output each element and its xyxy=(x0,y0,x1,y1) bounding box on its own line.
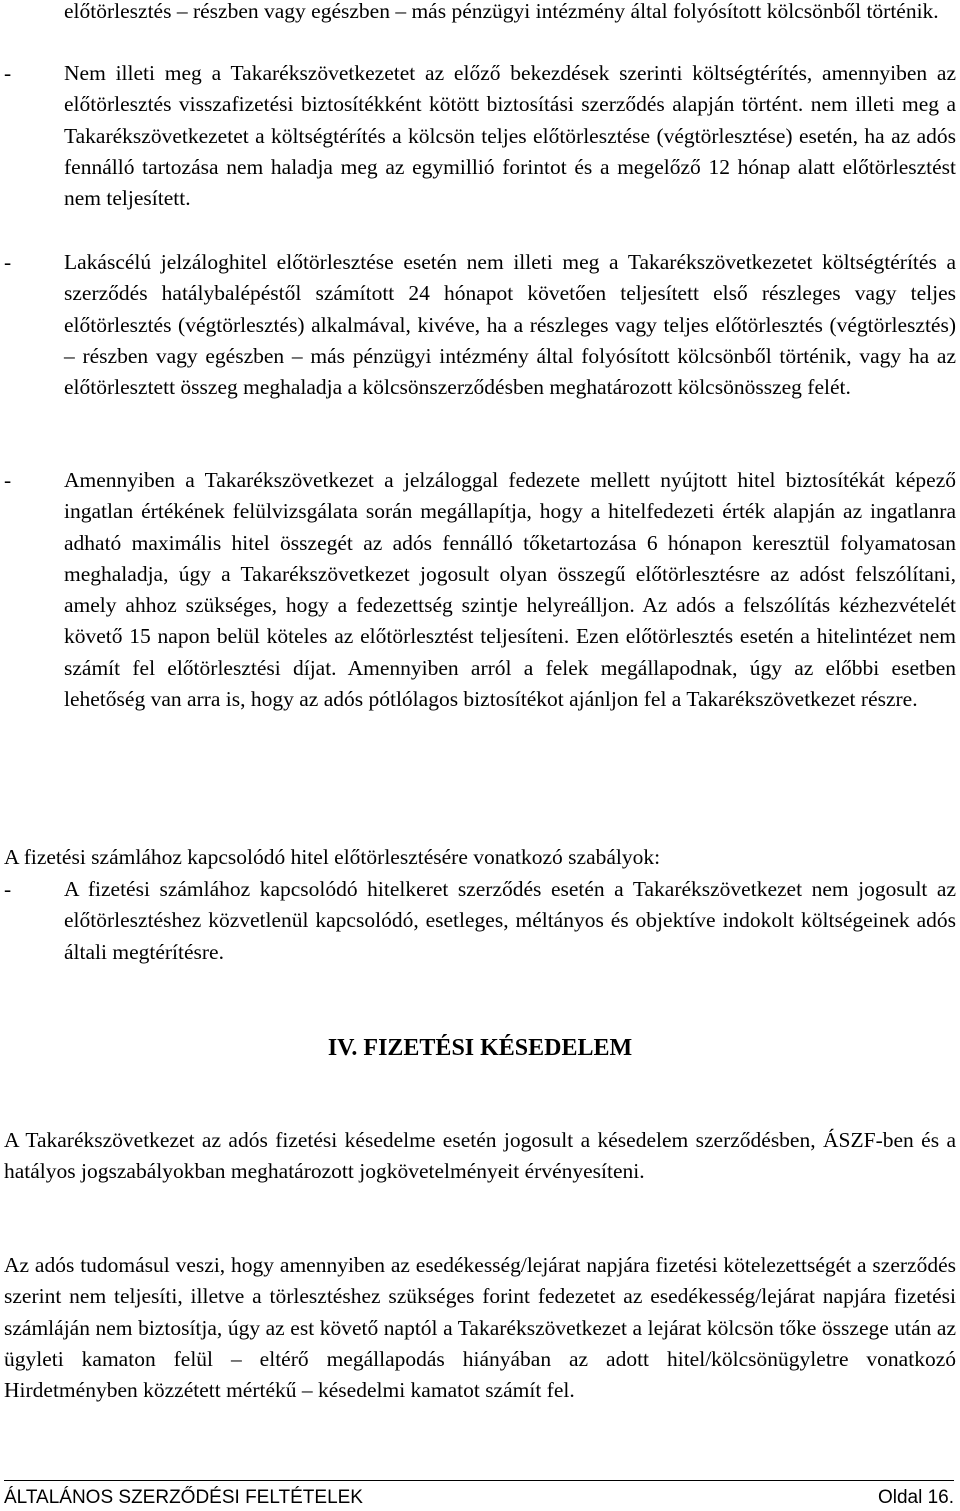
bullet-item xyxy=(4,874,956,968)
bullet-text: Nem illeti meg a Takarékszövetkezetet az előző bekezdések szerinti költségtérítés, amennyiben az előtörlesztés visszafizetési biztosítékként kötött biztosítási szerződés alapján történt. nem illeti meg a Takarékszövetkezetet a költségtérítés a kölcsön teljes előtörlesztése (végtörlesztése) esetén, ha az adós fennálló tartozása nem haladja meg az egymillió forintot és a megelőző 12 hónap alatt előtörlesztést nem teljesített. xyxy=(64,61,956,211)
bullet-dash: - xyxy=(4,468,12,492)
account-rules-intro: A fizetési számlához kapcsolódó hitel előtörlesztésére vonatkozó szabályok: xyxy=(4,845,661,869)
footer-divider xyxy=(4,1480,954,1481)
page-number: Oldal 16. xyxy=(877,1487,954,1508)
paragraph: Az adós tudomásul veszi, hogy amennyiben az esedékesség/lejárat napjára fizetési kötelezettségét a szerződés szerint nem teljesíti, illetve a törlesztéshez szükséges forint fedezetet az esedékesség/lejárat napjára fizetési számláján nem biztosítja, úgy az est követő naptól a Takarékszövetkezet a lejárat kölcsön tőke összege után az ügyleti kamaton felül – eltérő megállapodás hiányában az adott hitel/kölcsönügyletre vonatkozó Hirdetményben közzétett mértékű – késedelmi kamatot számít fel. xyxy=(4,1253,956,1403)
bullet-dash: - xyxy=(4,250,12,274)
paragraph: A Takarékszövetkezet az adós fizetési késedelme esetén jogosult a késedelem szerződésben, ÁSZF-ben és a hatályos jogszabályokban meghatározott jogkövetelményeit érvényesíteni. xyxy=(4,1128,956,1184)
bullet-item xyxy=(4,465,956,715)
bullet-item xyxy=(4,247,956,403)
bullet-item xyxy=(4,58,956,214)
bullet-text: Lakáscélú jelzáloghitel előtörlesztése esetén nem illeti meg a Takarékszövetkezetet költségtérítés a szerződés hatálybalépéstől számított 24 hónapot követően teljesített első részleges vagy teljes előtörlesztés (végtörlesztés) alkalmával, kivéve, ha a részleges vagy teljes előtörlesztés (végtörlesztés) – részben vagy egészben – más pénzügyi intézmény által folyósított kölcsönből történik, vagy ha az előtörlesztett összeg meghaladja a kölcsönszerződésben meghatározott kölcsönösszeg felét. xyxy=(64,250,956,400)
bullet-text: A fizetési számlához kapcsolódó hitelkeret szerződés esetén a Takarékszövetkezet nem jogosult az előtörlesztéshez közvetlenül kapcsolódó, esetleges, méltányos és objektíve indokolt költségeinek adós általi megtérítésre. xyxy=(64,877,956,964)
section-heading: IV. FIZETÉSI KÉSEDELEM xyxy=(327,1035,633,1061)
bullet-dash: - xyxy=(4,877,12,901)
bullet-dash: - xyxy=(4,61,12,85)
continuation-text: előtörlesztés – részben vagy egészben – más pénzügyi intézmény által folyósított kölcsönből történik. xyxy=(64,0,939,23)
footer-title: ÁLTALÁNOS SZERZŐDÉSI FELTÉTELEK xyxy=(4,1487,363,1508)
bullet-text: Amennyiben a Takarékszövetkezet a jelzáloggal fedezete mellett nyújtott hitel biztosítékát képező ingatlan értékének felülvizsgálata során megállapítja, hogy a hitelfedezeti érték alapján az ingatlanra adható maximális hitel összegét az adós fennálló tőketartozása 6 hónapon keresztül folyamatosan meghaladja, úgy a Takarékszövetkezet jogosult olyan összegű előtörlesztésre az adóst felszólítani, amely ahhoz szükséges, hogy a fedezettség szintje helyreálljon. Az adós a felszólítás kézhezvételét követő 15 napon belül köteles az előtörlesztést teljesíteni. Ezen előtörlesztés esetén a hitelintézet nem számít fel előtörlesztési díjat. Amennyiben arról a felek megállapodnak, úgy az előbbi esetben lehetőség van arra is, hogy az adós pótlólagos biztosítékot ajánljon fel a Takarékszövetkezet részre. xyxy=(64,468,956,712)
